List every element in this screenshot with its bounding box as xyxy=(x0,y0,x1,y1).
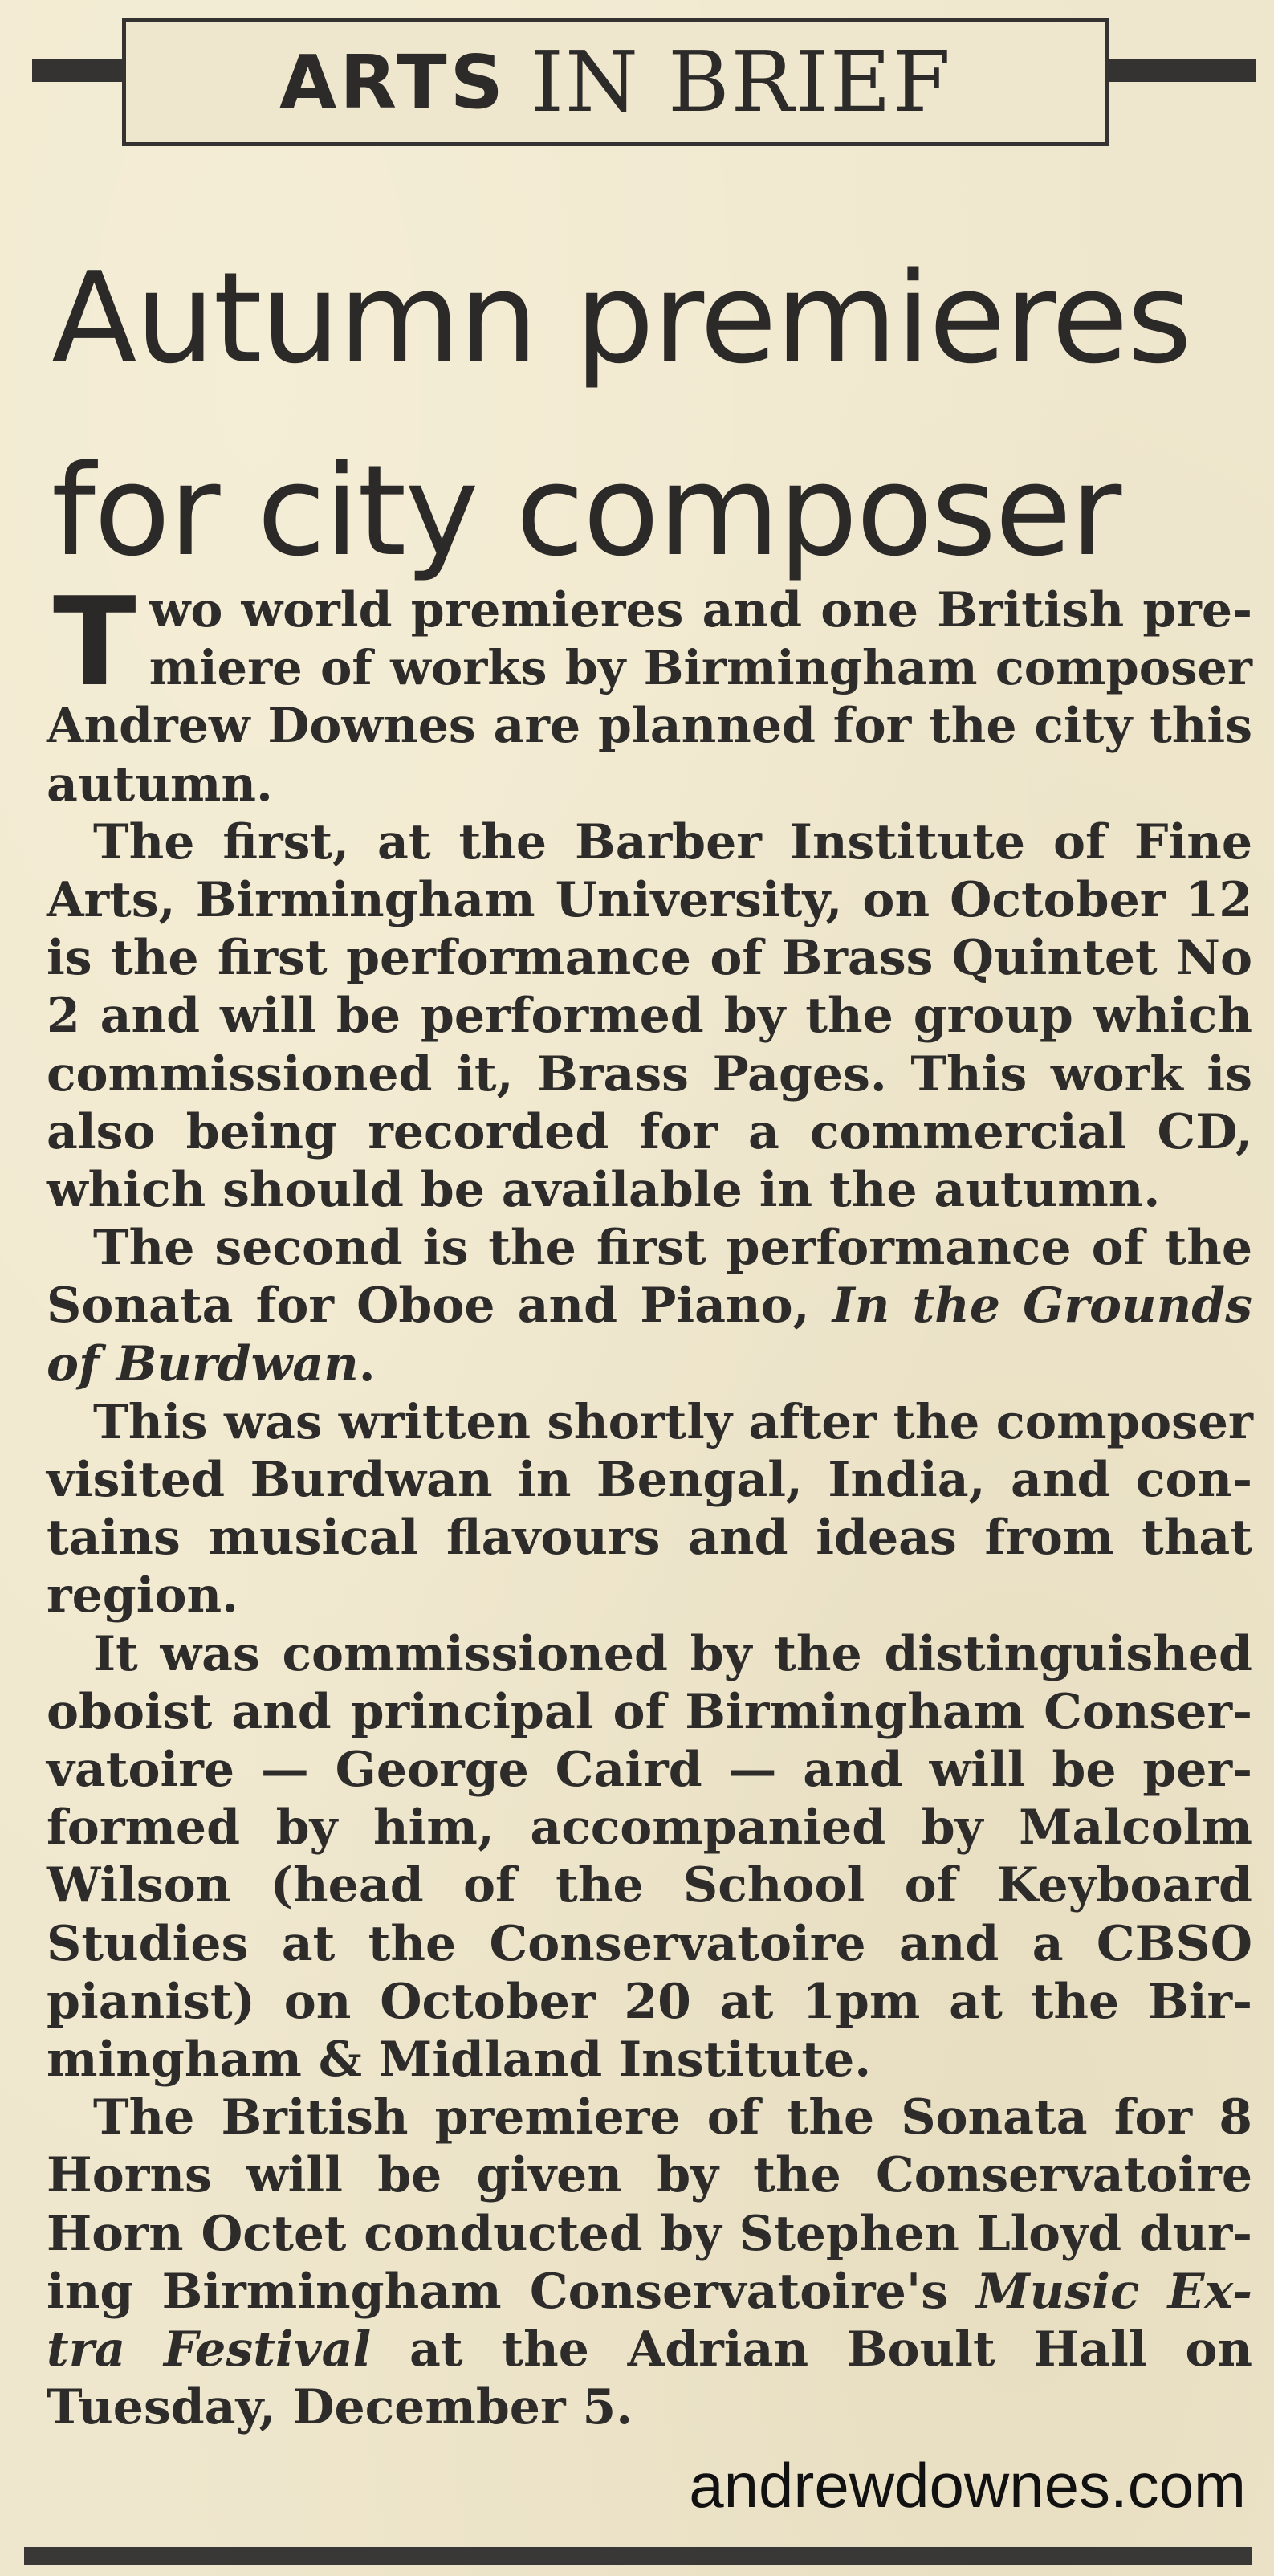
text-line: formed by him, accompanied by Malcolm xyxy=(47,1800,1252,1857)
text-line: which should be available in the autumn. xyxy=(47,1162,1161,1219)
work-title: of Burdwan xyxy=(47,1335,359,1392)
text-line xyxy=(47,1335,1252,1393)
text-line: oboist and principal of Birmingham Conser- xyxy=(47,1683,1252,1740)
text-fragment: ing Birmingham Conservatoire's xyxy=(47,2263,977,2320)
text-fragment: . xyxy=(358,1335,376,1392)
paragraph-6 xyxy=(47,2089,1252,2436)
banner-rule-left xyxy=(32,59,122,82)
paragraph-4 xyxy=(47,1393,1252,1625)
text-line: also being recorded for a commercial CD, xyxy=(47,1103,1252,1160)
text-line: Horns will be given by the Conservatoire xyxy=(47,2147,1252,2204)
text-line: autumn. xyxy=(47,756,273,813)
text-fragment: Sonata for Oboe and Piano, xyxy=(47,1278,832,1335)
headline xyxy=(51,222,1239,607)
text-line: Andrew Downes are planned for the city this xyxy=(47,698,1252,755)
text-line: vatoire — George Caird — and will be per- xyxy=(47,1742,1252,1799)
text-line: Arts, Birmingham University, on October 12 xyxy=(47,872,1252,929)
text-line: This was written shortly after the composer xyxy=(93,1393,1253,1449)
event-title: tra Festival xyxy=(47,2321,372,2378)
banner-arts: ARTS xyxy=(279,39,507,125)
work-title: In the Grounds xyxy=(832,1278,1253,1335)
text-line: pianist) on October 20 at 1pm at the Bir- xyxy=(47,1973,1252,2030)
paragraph-5 xyxy=(47,1625,1252,2089)
article-body xyxy=(47,571,1253,2437)
text-line: Tuesday, December 5. xyxy=(47,2379,633,2436)
text-line: mingham & Midland Institute. xyxy=(47,2032,872,2089)
event-title: Music Ex- xyxy=(976,2263,1252,2320)
text-line: Studies at the Conservatoire and a CBSO xyxy=(47,1915,1252,1972)
banner-rule-right xyxy=(1109,59,1256,82)
headline-line-2: for city composer xyxy=(51,438,1121,584)
text-line xyxy=(47,2321,1252,2378)
text-line xyxy=(47,2263,1252,2321)
paragraph-2 xyxy=(47,813,1252,1219)
text-line: Horn Octet conducted by Stephen Lloyd dur- xyxy=(47,2205,1252,2262)
headline-line-1: Autumn premieres xyxy=(51,245,1191,391)
text-line: 2 and will be performed by the group which xyxy=(47,988,1252,1045)
text-fragment: at the Adrian Boult Hall on xyxy=(371,2321,1252,2378)
text-line: is the first performance of Brass Quintet No xyxy=(47,930,1252,987)
bottom-rule xyxy=(24,2547,1252,2565)
website-watermark: andrewdownes.com xyxy=(689,2450,1246,2521)
text-line: Wilson (head of the School of Keyboard xyxy=(47,1857,1252,1914)
text-line: wo world premieres and one British pre- xyxy=(149,582,1252,638)
drop-cap: T xyxy=(53,571,136,713)
text-line: The second is the first performance of the xyxy=(93,1220,1252,1277)
text-line: It was commissioned by the distinguished xyxy=(93,1625,1252,1682)
text-line: region. xyxy=(47,1567,239,1624)
paragraph-3 xyxy=(47,1219,1252,1393)
text-line: The British premiere of the Sonata for 8 xyxy=(93,2089,1252,2146)
text-line: miere of works by Birmingham composer xyxy=(149,640,1252,696)
text-line: The first, at the Barber Institute of Fine xyxy=(93,813,1252,870)
text-line: visited Burdwan in Bengal, India, and con- xyxy=(47,1452,1252,1509)
banner-in-brief: IN BRIEF xyxy=(530,33,952,131)
text-line: commissioned it, Brass Pages. This work is xyxy=(47,1045,1252,1103)
text-line: tains musical flavours and ideas from that xyxy=(47,1510,1252,1567)
text-line xyxy=(47,1277,1252,1335)
section-banner xyxy=(122,18,1109,146)
paragraph-1 xyxy=(47,571,1252,813)
